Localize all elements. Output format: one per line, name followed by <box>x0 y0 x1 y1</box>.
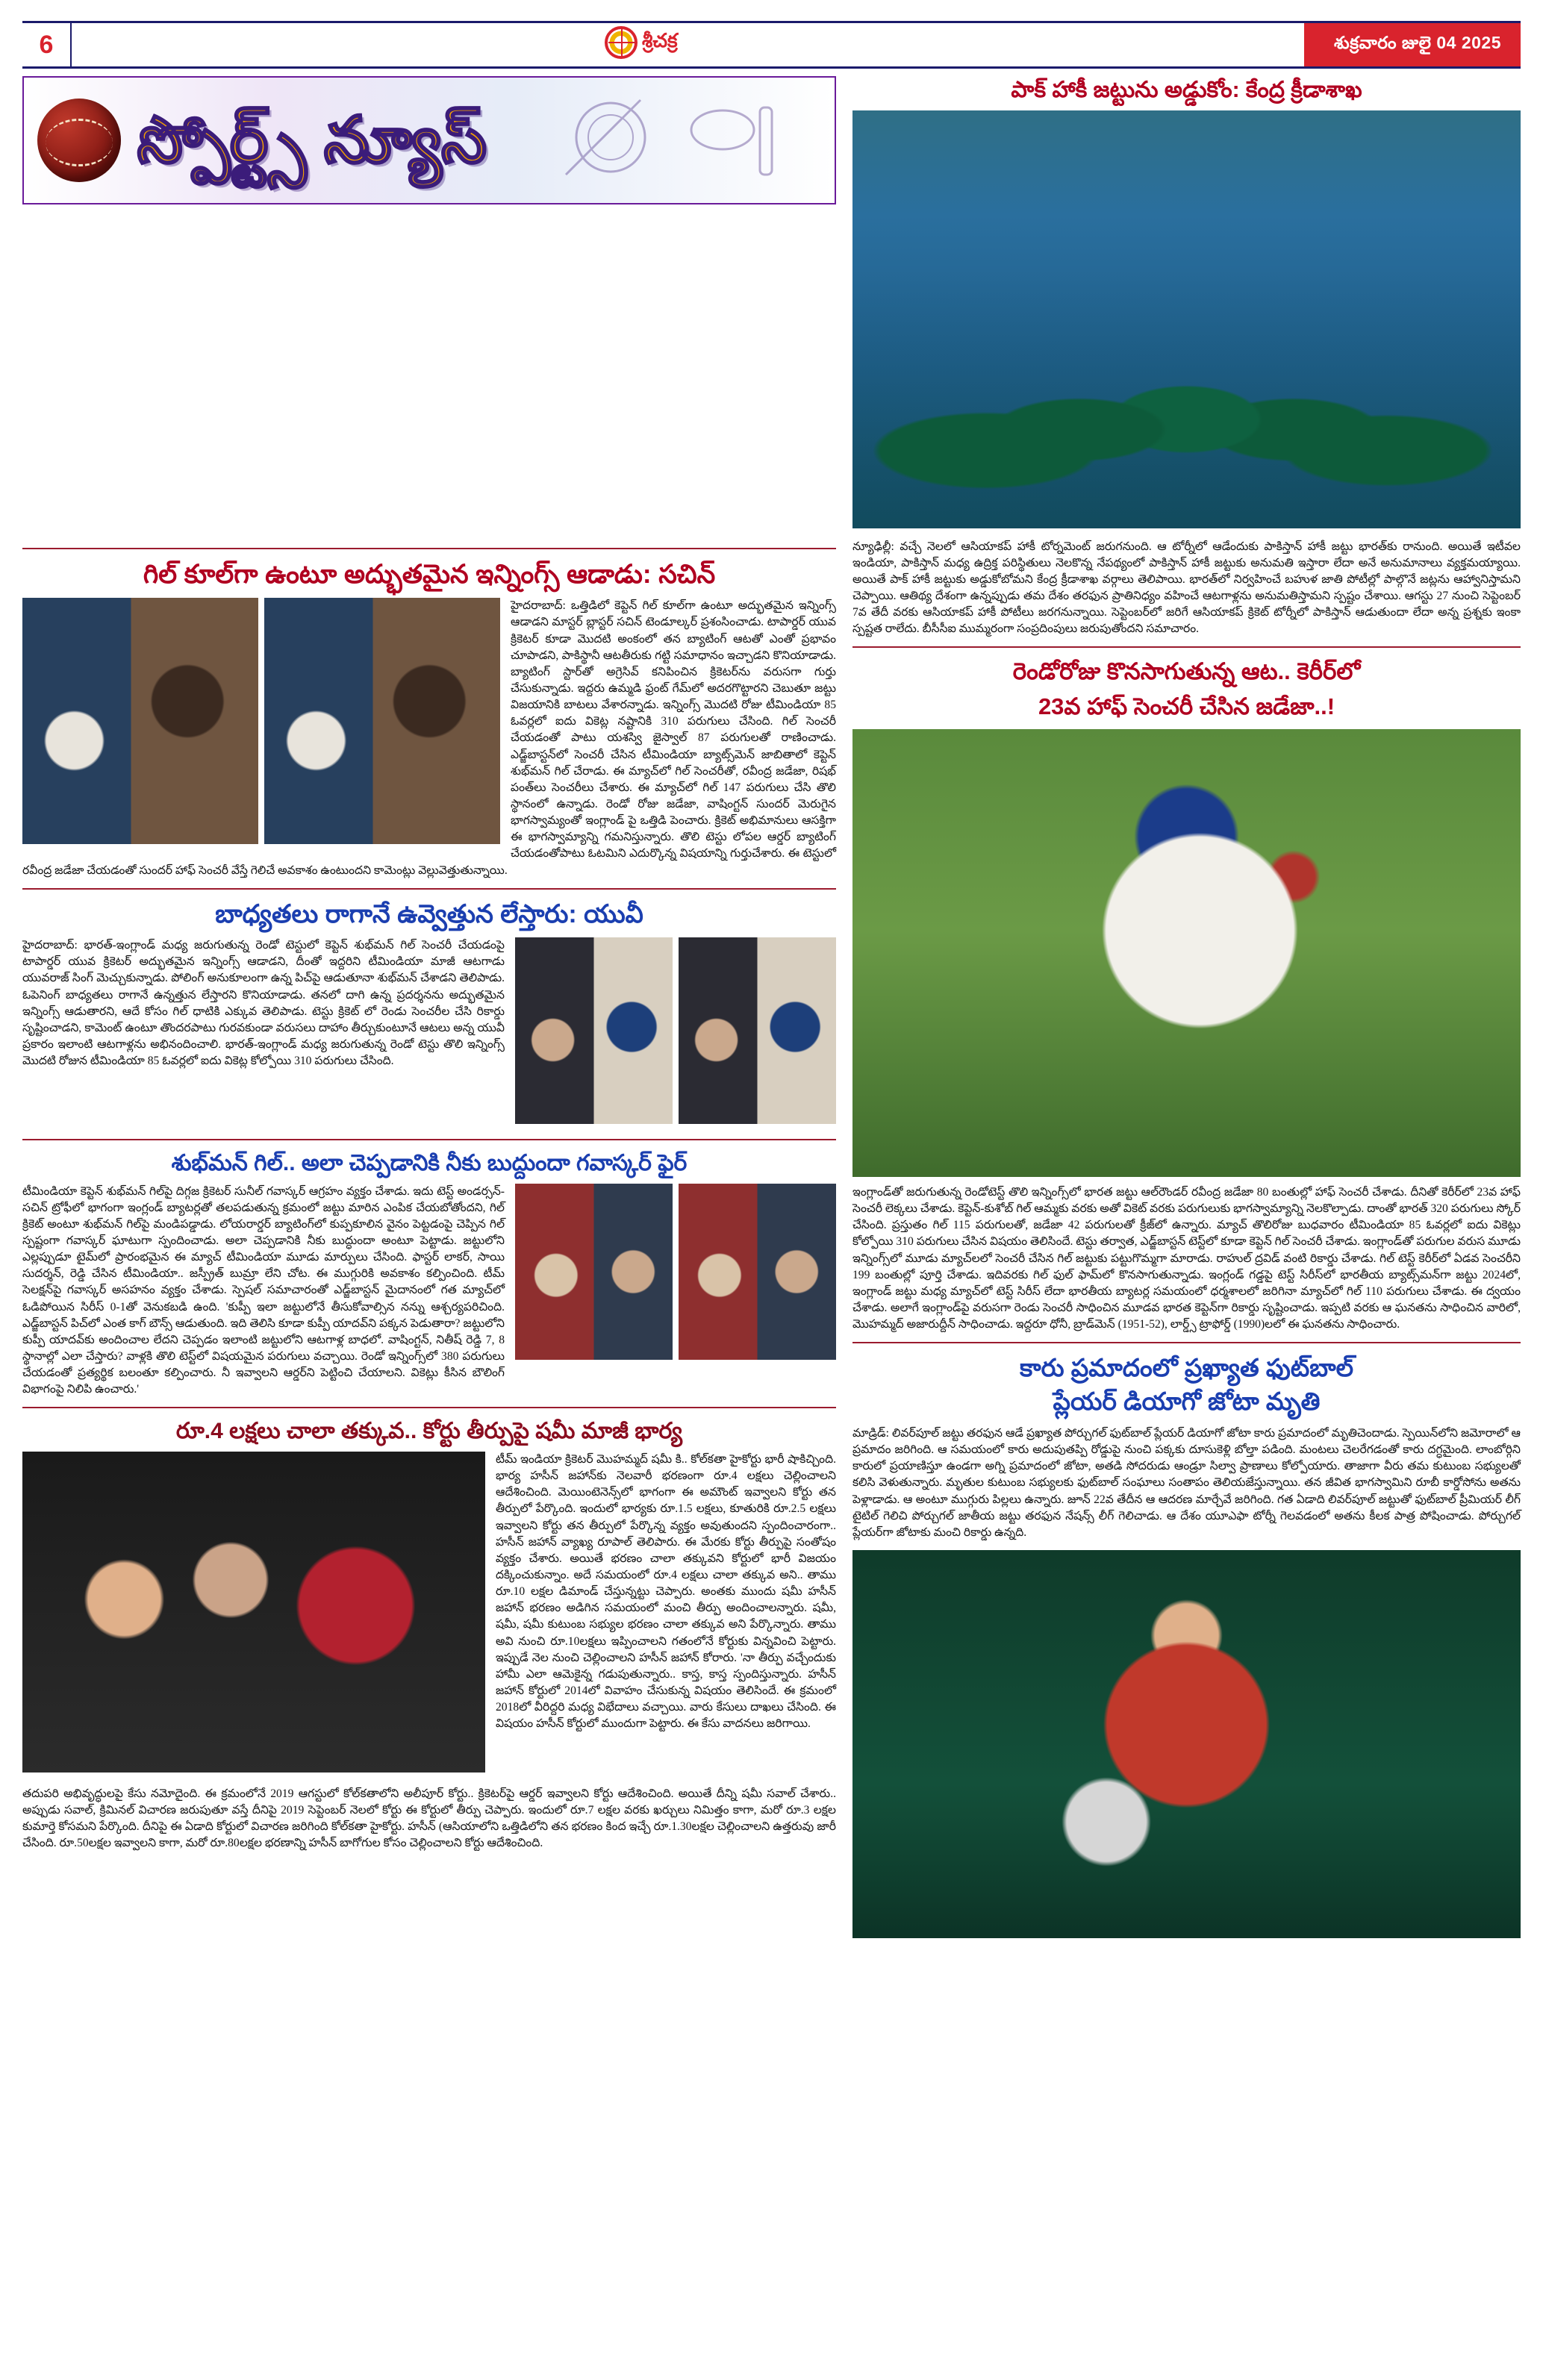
hockey-article-top <box>852 76 1521 528</box>
sports-equipment-icon <box>551 85 820 197</box>
divider <box>22 1407 836 1408</box>
page-number: 6 <box>22 23 72 66</box>
main-content <box>22 539 1521 1938</box>
yuvraj-singh-photo <box>515 937 673 1124</box>
sachin-tendulkar-photo <box>264 598 500 844</box>
jadeja-headline-line2: 23వ హాఫ్ సెంచరీ చేసిన జడేజా..! <box>1038 693 1335 719</box>
divider <box>22 548 836 549</box>
article-gavaskar <box>22 1149 836 1398</box>
publication-logo <box>605 26 678 59</box>
hockey-body: న్యూఢిల్లీ: వచ్చే నెలలో ఆసియాకప్ హాకీ టోర్నమెంట్ జరుగనుంది. ఆ టోర్నీలో ఆడేందుకు పాకిస్తాన్ హాకీ జట్టు భారత్‌కు రానుంది. అయితే ఇటీవల ఇండియా, పాకిస్తాన్ మధ్య ఉద్రిక్త పరిస్థితులు నెలకొన్న నేపథ్యంలో పాకిస్తాన్ హాకీ జట్టుకు అనుమతి ఇస్తారా లేదా అనే అనుమానాలు వ్యక్తమయ్యాయి. అయితే పాక్ హాకీ జట్టుకు అడ్డుకోబోమని కేంద్ర క్రీడాశాఖ వర్గాలు తెలిపాయి. భారత్‌లో నిర్వహించే బహుళ జాతి పోటీల్లో పాల్గొనే జట్లను ఆహ్వానిస్తామని చెప్పాయి. ఆతిథ్య దేశంగా ఉన్నప్పుడు తమ దేశం తరఫున ప్రాతినిధ్యం వహించే ఆటగాళ్లను అనుమతిస్తామని స్పష్టం చేశాయి. ఆగస్టు 27 నుంచి సెప్టెంబర్ 7వ తేదీ వరకు ఆసియాకప్ హాకీ పోటీలు జరగనున్నాయి. సెప్టెంబర్‌లో జరిగే ఆసియాకప్ క్రికెట్ టోర్నీలో పాకిస్తాన్ ఆడుతుందా లేదా అన్న ప్రశ్నకు ఇంకా స్పష్టత రాలేదు. బీసీసీఐ ముమ్మరంగా సంప్రదింపులు జరుపుతోందని సమాచారం. <box>852 540 1521 636</box>
yuvraj-photo-group <box>515 937 836 1124</box>
jota-headline-line1: కారు ప్రమాదంలో ప్రఖ్యాత ఫుట్‌బాల్ <box>1019 1354 1354 1382</box>
divider <box>852 1342 1521 1343</box>
right-column <box>852 539 1521 1938</box>
sachin-body: హైదరాబాద్: ఒత్తిడిలో కెప్టెన్ గిల్ కూల్‌గా ఉంటూ అద్భుతమైన ఇన్నింగ్స్ ఆడాడని మాస్టర్ బ్లాస్టర్ సచిన్ టెండూల్కర్ ప్రశంసించాడు. టాపార్డర్ యువ క్రికెటర్ కూడా మొదటి అంకంలో తన బ్యాటింగ్ ఆటతో ఎంతో ప్రభావం చూపాడని, పాకిస్థానీ ఆటతీరుకు గట్టి సమాధానం ఇచ్చాడని కొనియాడాడు. బ్యాటింగ్ స్టార్‌తో అగ్రెసివ్ కనిపించిన క్రికెటర్‌ను వరుసగా గుర్తు చేసుకున్నాడు. ఇద్దరు ఉమ్మడి ఫ్రంట్ గేమ్‌లో అదరగొట్టారని చెబుతూ జట్టు విజయానికి బాటలు వేశారన్నాడు. ఇన్నింగ్స్ మొదటి రోజు టీమిండియా 85 ఓవర్లలో ఐదు వికెట్ల నష్టానికి 310 పరుగులు చేసింది. గిల్ సెంచరీ చేయడంతో పాటు యశస్వి జైస్వాల్ 87 పరుగులతో రాణించాడు. ఎడ్జ్‌బాస్టన్‌లో సెంచరీ చేసిన టీమిండియా బ్యాట్స్‌మెన్ జాబితాలో కెప్టెన్ శుభ్‌మన్ గిల్ చేరాడు. ఈ మ్యాచ్‌లో గిల్ సెంచరీతో, రవీంద్ర జడేజా, రిషభ్ పంత్‌లు సెంచరీలు చేశారు. ఈ మ్యాచ్‌లో గిల్ 147 పరుగులు చేసి తొలి స్థానంలో ఉన్నాడు. రెండో రోజు జడేజా, వాషింగ్టన్ సుందర్ మెరుగైన భాగస్వామ్యంతో ఇంగ్లాండ్ పై ఒత్తిడి పెంచారు. క్రికెట్ అభిమానులు ఆసక్తిగా ఈ భాగస్వామ్యాన్ని గమనిస్తున్నారు. తొలి టెస్టు లోపల ఆర్డర్ బ్యాటింగ్ చేయడంతోపాటు ఓటమిని ఎదుర్కొన్న విషయాన్ని గుర్తుచేశారు. ఈ టెస్టులో రవీంద్ర జడేజా చేయడంతో సుందర్ హాఫ్ సెంచరీ వేస్తే గెలిచే అవకాశం ఉంటుందని కామెంట్లు వెల్లువెత్తుతున్నాయి. <box>22 599 836 877</box>
sachin-photo-group <box>22 598 500 844</box>
jota-headline-line2: ప్లేయర్ డియాగో జోటా మృతి <box>1053 1387 1321 1416</box>
divider <box>22 1139 836 1140</box>
publication-name: శ్రీచక్ర <box>642 28 678 51</box>
cricket-ball-icon <box>37 99 121 182</box>
yuvraj-headline: బాధ్యతలు రాగానే ఉవ్వెత్తున లేస్తారు: యువీ <box>215 899 643 928</box>
jadeja-body: ఇంగ్లాండ్‌తో జరుగుతున్న రెండోటెస్ట్ తొలి ఇన్నింగ్స్‌లో భారత జట్టు ఆల్‌రౌండర్ రవీంద్ర జడేజా 80 బంతుల్లో హాఫ్ సెంచరీ చేశాడు. దీనితో కెరీర్‌లో 23వ హాఫ్ సెంచరీ లెక్కలు చేశాడు. కెప్టెన్-కుశోబ్ గిల్ ఆమ్మకు వరకు అతో వికెట్ వరకు పరుగులుకు భాగస్వామ్యాన్ని నెలకొల్పాడు. దాంతో భారత్ 320 పరుగులు స్కోర్ చేసింది. ప్రస్తుతం గిల్ 115 పరుగులతో, జడేజా 42 పరుగులతో క్రీజ్‌లో ఉన్నారు. మ్యాచ్ తొలిరోజు బుధవారం టీమిండియా 85 ఓవర్లలో ఐదు వికెట్లు కోల్పోయి 310 పరుగులు చేసిన విషయం తెలిసిందే. టెస్టు తర్వాత, ఎడ్జ్‌బాస్టన్ టెస్ట్‌లో కూడా కెప్టెన్ గిల్ సెంచరీ చేశాడు. ఇంగ్లాండ్‌తో పరుగుల వరుస మూడు ఇన్నింగ్స్‌లో మూడు మ్యాచ్‌లలో సెంచరీ చేసిన గిల్ జట్టుకు పట్టుగొమ్మగా మారాడు. రాహుల్ ద్రవిడ్ వంటి రికార్డు చేశాడు. గిల్ టెస్ట్ కెరీర్‌లో ఏడవ సెంచరీని 199 బంతుల్లో పూర్తి చేశాడు. ఇదివరకు గిల్ ఫుల్ ఫామ్‌లో కొనసాగుతున్నాడు. ఇంగ్లండ్ గడ్డపై టెస్ట్ సిరీస్‌లో భారతీయ బ్యాట్స్‌మన్‌గా జట్టు 2024లో, ఇంగ్లాండ్ జట్టు మధ్య మ్యాచ్‌లో టెస్ట్ సిరీస్ లేదా భారతీయ బ్యాటర్ల సమయంలో ధర్మశాలలో జరిగినా మ్యాచ్‌లో గిల్ 110 పరుగులు చేశాడు. ఈ ద్వయం చేశాడు. అలాగే ఇంగ్లాండ్‌పై వరుసగా రెండు సెంచరీ సాధించిన మూడవ భారత కెప్టెన్‌గా రికార్డు సృష్టించాడు. ఇప్పటి వరకు ఆ ఘనతను సాధించిన వారిలో, మొహమ్మద్ అజారుద్దీన్ సాధించాడు. ఇద్దరూ ధోనీ, బ్రాడ్‌మెన్ (1951-52), లార్డ్స్ ట్రాఫోర్డ్ (1990)లలో ఈ ఘనతను సాధించారు. <box>852 1185 1521 1331</box>
chakra-wheel-icon <box>605 26 638 59</box>
sports-news-banner <box>22 76 836 204</box>
diogo-jota-trophy-photo <box>852 1550 1521 1938</box>
shami-footer-text: తదుపరి అభివృద్ధులపై కేసు నమోదైంది. ఈ క్రమంలోనే 2019 ఆగస్టులో కోల్‌కతాలోని అలీపూర్ కోర్టు.. క్రికెటర్‌పై ఆర్డర్ ఇవ్వాలని కోర్టు ఆదేశించింది. అయితే దీన్ని షమీ సవాల్ చేశారు.. అప్పుడు సవాల్, క్రిమినల్ విచారణ జరుపుతూ వస్తే దీనిపై 2019 సెప్టెంబర్ నెలలో కోర్టు ఈ కోర్టులో తీర్పు చెప్పారు. ఇందులో రూ.7 లక్షల వరకు ఖర్చులు నిమిత్తం కాగా, మరో రూ.3 లక్షల కుమార్తె కోసమని పేర్కొంది. దీనిపై ఈ ఏడాది కోర్టులో విచారణ జరిగింది కోల్‌కతా హైకోర్టు. హసీన్ (ఆసియాలోని ఒత్తిడిలోని తన భరణం కింద ఇచ్చే రూ.1.30లక్షల చెల్లించాలని ఉత్తరువు జారీ చేసింది. రూ.50లక్షల ఇవ్వాలని కాగా, మరో రూ.80లక్షల భరణాన్ని హసీన్ బాగోగుల కోసం చెల్లించాలని కోర్టు ఆదేశించింది. <box>22 1787 836 1850</box>
ravindra-jadeja-batting-photo <box>852 729 1521 1177</box>
issue-date: శుక్రవారం జులై 04 2025 <box>1304 23 1521 66</box>
gavaskar-photo-group <box>515 1184 836 1360</box>
sunil-gavaskar-photo <box>515 1184 673 1360</box>
jadeja-headline-line1: రెండోరోజు కొనసాగుతున్న ఆట.. కెరీర్‌లో <box>1012 658 1361 685</box>
shami-photo-wrap <box>22 1452 485 1772</box>
top-band <box>22 76 1521 528</box>
article-jadeja <box>852 657 1521 1333</box>
article-jota <box>852 1352 1521 1938</box>
sachin-headline: గిల్ కూల్‌గా ఉంటూ అద్భుతమైన ఇన్నింగ్స్ ఆడాడు: సచిన్ <box>143 559 716 589</box>
banner-title: స్పోర్ట్స్ న్యూస్ <box>137 104 487 176</box>
shubman-gill-bat-photo <box>679 937 836 1124</box>
divider <box>852 646 1521 648</box>
yuvraj-body: హైదరాబాద్: భారత్-ఇంగ్లాండ్ మధ్య జరుగుతున్న రెండో టెస్టులో కెప్టెన్ శుభ్‌మన్ గిల్ సెంచరీ చేయడంపై టాపార్డర్ యువ క్రికెటర్ అద్భుతమైన ఇన్నింగ్స్ ఆడాడని, దీంతో ఇద్దరిని టీమిండియా మాజీ ఆటగాడు యువరాజ్ సింగ్ మెచ్చుకున్నాడు. పోలింగ్ అనుకూలంగా ఉన్న పిచ్‌పై ఆడుతూనా శుభ్‌మన్ చేశాడని తెలిపాడు. ఓపెనింగ్ బాధ్యతలు రాగానే ఉన్నత్తున లేస్తారని కొనియాడాడు. తనలో దాగి ఉన్న ప్రదర్శనను అద్భుతమైన ఇన్నింగ్స్ ఆడుతారని, ఆదే కోసం గిల్ ధాటికి ఎక్కువ తెలిపాడు. టెస్టు క్రికెట్ లో రెండు సెంచరీల చేసి రికార్డు సృష్టించాడని, కామెంట్ ఉంటూ తొందరపాటు గురవకుండా వరుసలు దాహాం తీర్చుకుంటూనే ఆటలు అన్న యువీ ప్రకారం ఇలాంటి ఆటగాళ్లను అభినందించాలి. భారత్-ఇంగ్లాండ్ మధ్య జరుగుతున్న రెండో టెస్టు తొలి ఇన్నింగ్స్ మొదటి రోజున టీమిండియా 85 ఓవర్లలో ఐదు వికెట్ల కోల్పోయి 310 పరుగులు చేసింది. <box>22 939 505 1068</box>
gill-batting-photo <box>22 598 258 844</box>
article-shami <box>22 1417 836 1852</box>
pakistan-hockey-team-photo <box>852 110 1521 528</box>
gavaskar-body: టీమిండియా కెప్టెన్ శుభ్‌మన్ గిల్‌పై దిగ్గజ క్రికెటర్ సునీల్ గవాస్కర్ ఆగ్రహం వ్యక్తం చేశాడు. ఇదు టెస్ట్ అండర్సన్-సచిన్ ట్రోఫీలో భాగంగా ఇంగ్లండ్ బ్యాటర్లతో తలపడుతున్న క్రమంలో జట్టు మారిన ఎంపిక చేయబోతోందని, గిల్ క్రికెట్ అంటూ శుభ్‌మన్ గిల్‌పై మండిపడ్డాడు. లోయరార్డర్ బ్యాటింగ్‌లో కుప్పకూలిన వైనం పెట్టడంపై చెప్పిన గిల్ స్పష్టంగా గవాస్కర్ ఘాటుగా స్పందించాడు. అలా చెప్పడానికి నీకు బుద్ధుందా అంటూ పెట్టాడు. జట్టులోని ఎల్లప్పుడూ టైమ్‌లో ప్రారంభమైన ఈ మ్యాచ్ టీమిండియా మూడు మార్పులు చేసింది. ఫాస్టర్ లాకర్, సాయి సుదర్శన్, రెడ్డి చేసిన టీమిండియా.. జస్ప్రీత్ బుమ్రా లేని చోట. ఈ ముగ్గురికి అవకాశం కల్పించింది. టీమ్ సెలక్షన్‌పై గవాస్కర్ అసహనం వ్యక్తం చేశాడు. స్పెషల్ సమాచారంతో ఎడ్జ్‌బాస్టన్ మైదానంలో గత మ్యాచ్‌లో ఓడిపోయిన సిరీస్ 0-1తో వెనుకబడి ఉంది. 'కుప్పీ ఇలా జట్టులోనే తీసుకోవాల్సిన నన్ను ఆశ్చర్యపరిచింది. ఎడ్జ్‌బాస్టన్ పిచ్‌లో ఎంత కాగ్ బౌన్స్ ఆడుతుంది. ఇది తెలిసి కూడా కుప్పీ యాదవ్‌ని పక్కన పెడుతారా? జట్టులోని కుప్పీ యాదవ్‌కు అందించాల లేదని చెప్పడం ఇలాంటి జట్టులోని ఆటగాళ్ల బాధలో. వాషింగ్టన్, నితీష్ రెడ్డి 7, 8 స్థానాల్లో ఎలా చేస్తారు? వాళ్లకి తొలి టెస్ట్‌లో విషయమైన పరుగులు వచ్చాయి. రెండో ఇన్నింగ్స్‌లో 380 పరుగులు చేయడంతో ప్రత్యర్థిక బలంతూ కల్పించారు. నీ ఇవ్వాలని ఆర్డర్‌ని పెట్టించి చేయాలని. వికెట్లు కీసిన బౌలింగ్ విభాగంపై నిలిపి ఉంచారు.' <box>22 1184 505 1396</box>
hockey-headline: పాక్ హాకీ జట్టును అడ్డుకోం: కేంద్ర క్రీడాశాఖ <box>1011 78 1362 102</box>
article-sachin <box>22 558 836 879</box>
jota-body: మాడ్రిడ్: లివర్‌పూల్ జట్టు తరఫున ఆడే ప్రఖ్యాత పోర్చుగల్ ఫుట్‌బాల్ ప్లేయర్ డియాగో జోటా కారు ప్రమాదంలో మృతిచెందాడు. స్పెయిన్‌లోని జమోరాలో ఆ ప్రమాదం జరిగింది. ఆ సమయంలో కారు అదుపుతప్పి రోడ్డుపై నుంచి పక్కకు దూసుకెళ్లి బోల్తా పడింది. మంటలు చెలరేగడంతో కారు దగ్ధమైంది. లాంబోర్గిని కారులో ప్రయాణిస్తూ ఉండగా అగ్ని ప్రమాదంలో జోటా, అతడి సోదరుడు ఆండ్రూ సిల్వా ప్రాణాలు కోల్పోయారు. తాజాగా వీరు తమ కుటుంబ సభ్యులతో కలిసి వెళుతున్నారు. మృతుల కుటుంబ సభ్యులకు ఫుట్‌బాల్ సంఘాలు సంతాపం తెలియజేస్తున్నాయి. తన జీవిత భాగస్వామిని రూబీ కార్డోసోను అతను పెళ్లాడాడు. ఆ అంటూ ముగ్గురు పిల్లలు ఉన్నారు. జూన్ 22వ తేదీన ఆ ఆదరణ మార్చేవే జరిగింది. గత ఏడాది లివర్‌పూల్ జట్టుతో ఫుట్‌బాల్ ప్రీమియర్ లీగ్ టైటిల్ గెలిచి పోర్చుగల్ జాతీయ జట్టు తరఫున నేషన్స్ లీగ్ గెలిచాడు. ఆ దేశం యూఎఫా టోర్నీ గెలవడంలో అతను కీలక పాత్ర పోషించాడు. పోర్చుగల్ ప్లేయర్‌గా జోటాకు మంచి రికార్డు ఉన్నది. <box>852 1426 1521 1539</box>
divider <box>22 888 836 890</box>
gavaskar-headline: శుభ్‌మన్ గిల్.. అలా చెప్పడానికి నీకు బుద్దుందా గవాస్కర్ ఫైర్ <box>171 1151 688 1176</box>
article-yuvraj <box>22 899 836 1131</box>
left-column <box>22 539 836 1938</box>
masthead-left-fill <box>72 23 1304 66</box>
shubman-gill-portrait-photo <box>679 1184 836 1360</box>
shami-headline: రూ.4 లక్షలు చాలా తక్కువ.. కోర్టు తీర్పుపై షమీ మాజీ భార్య <box>175 1419 683 1444</box>
shami-family-photo <box>22 1452 485 1772</box>
shami-body: టీమ్ ఇండియా క్రికెటర్ మొహమ్మద్ షమీ కి.. కోల్‌కతా హైకోర్టు భారీ షాకిచ్చింది. భార్య హసీన్ జహాన్‌కు నెలవారీ భరణంగా రూ.4 లక్షలు చెల్లించాలని ఆదేశించింది. మెయింటెనెన్స్‌లో భాగంగా ఈ అమౌంట్ ఇవ్వాలని కోర్టు తన తీర్పులో పేర్కొంది. ఇందులో భార్యకు రూ.1.5 లక్షలు, కూతురికి రూ.2.5 లక్షలు ఇవ్వాలని కోర్టు తన తీర్పులో పేర్కొన్న వ్యక్తం అవుతుందని స్పందించారంగా.. హసీన్ జహాన్ వ్యాఖ్య రూపాల్ తెలిపారు. ఈ మేరకు కోర్టు తీర్పుపై సంతోషం వ్యక్తం చేశారు. అయితే భరణం చాలా తక్కువని కోర్టులో భారీ విజయం దక్కించుకున్నాం. అదే సమయంలో రూ.4 లక్షలు చాలా తక్కువ అని.. తాము రూ.10 లక్షల డిమాండ్ చేస్తున్నట్టు చెప్పారు. అంతకు ముందు షమీ హసీన్ జహాన్ భరణం అడిగిన సమయంలో మంచి తీర్పు అందించాలన్నారు. షమీ, షమీ, షమీ కుటుంబ సభ్యుల భరణం చాలా తక్కువ అని పేర్కొన్నారు. తాము అవి నుంచి రూ.10లక్షలు ఇప్పించాలని గతంలోనే కోర్టుకు విన్నవించి పెట్టారు. ఇప్పుడే నెల నుంచి చెల్లించాలని హసీన్ జహాన్ కోరారు. 'నా తీర్పు వచ్చేందుకు హామీ ఎలా ఆమెకైన్న గడుపుతున్నారు.. కాస్త, కాస్త స్పందిస్తున్నారు. హసీన్ జహాన్ కోర్టులో 2014లో వివాహం చేసుకున్న విషయం తెలిసిందే. ఈ క్రమంలో 2018లో వీరిద్దరి మధ్య విభేదాలు వచ్చాయి. వారు కేసులు దాఖలు చేసింది. ఈ విషయం హసీన్ కోర్టులో ముందుగా పెట్టారు. ఈ కేసు వాదనలు జరిగాయి. <box>496 1452 836 1731</box>
masthead <box>22 21 1521 69</box>
